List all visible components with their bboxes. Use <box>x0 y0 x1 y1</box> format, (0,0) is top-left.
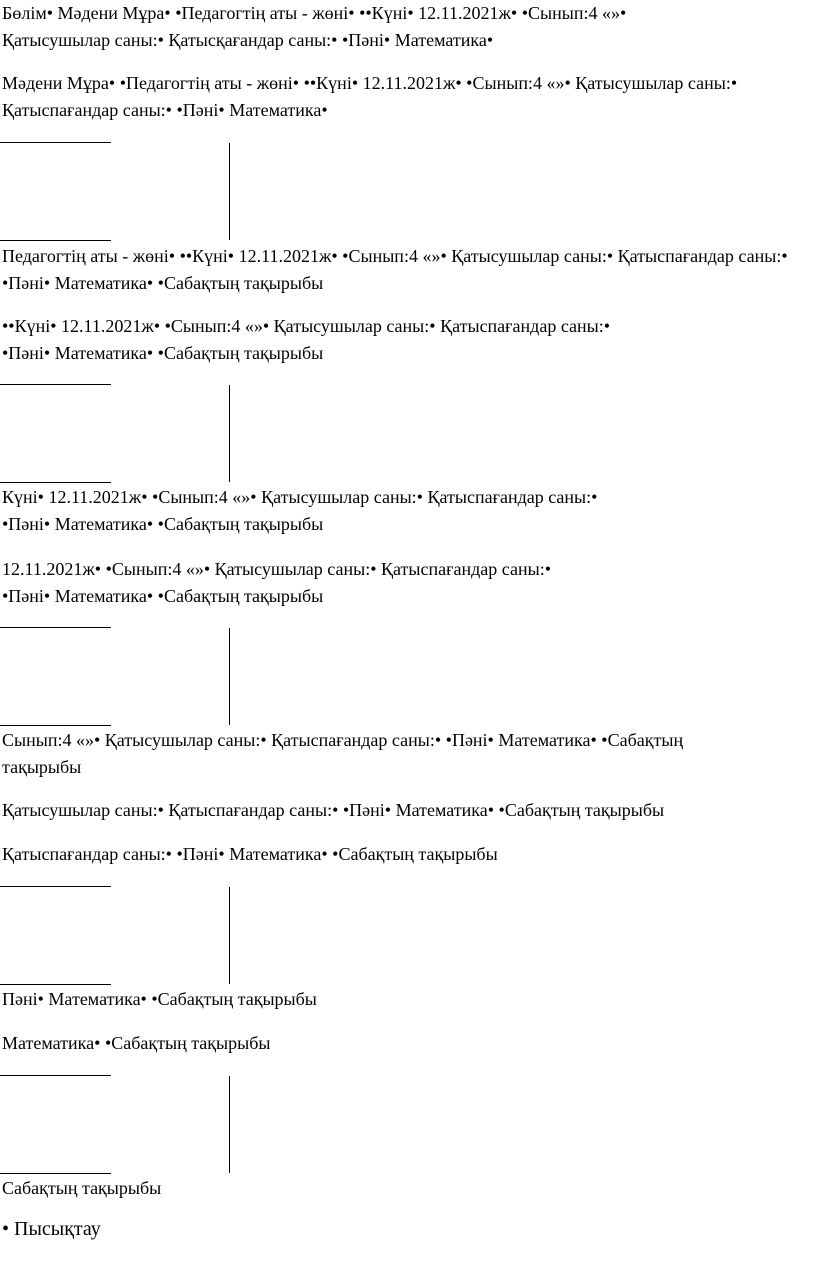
separator-rule-bottom <box>0 725 111 726</box>
separator-rule-bottom <box>0 984 111 985</box>
doc-paragraph-5: Күні• 12.11.2021ж• •Сынып:4 «»• Қатысушылар саны:• Қатыспағандар саны:• •Пәні• Математика• •Сабақтың тақырыбы <box>2 487 598 534</box>
doc-paragraph-11: Математика• •Сабақтың тақырыбы <box>2 1033 271 1053</box>
doc-paragraph-9: Қатыспағандар саны:• •Пәні• Математика• •Сабақтың тақырыбы <box>2 844 498 864</box>
column-divider-line <box>229 628 230 725</box>
separator-rule-top <box>0 886 111 887</box>
doc-paragraph-6: 12.11.2021ж• •Сынып:4 «»• Қатысушылар саны:• Қатыспағандар саны:• •Пәні• Математика• •Сабақтың тақырыбы <box>2 559 552 606</box>
column-divider-line <box>229 1076 230 1173</box>
doc-paragraph-2: Мәдени Мұра• •Педагогтің аты - жөні• ••Күні• 12.11.2021ж• •Сынып:4 «»• Қатысушылар саны:• Қатыспағандар саны:• •Пәні• Математика• <box>2 73 738 120</box>
column-divider-line <box>229 385 230 482</box>
separator-rule-top <box>0 384 111 385</box>
separator-rule-bottom <box>0 240 111 241</box>
doc-paragraph-10: Пәні• Математика• •Сабақтың тақырыбы <box>2 989 317 1009</box>
separator-rule-top <box>0 1075 111 1076</box>
separator-rule-bottom <box>0 482 111 483</box>
doc-paragraph-7: Сынып:4 «»• Қатысушылар саны:• Қатыспағандар саны:• •Пәні• Математика• •Сабақтың тақырыбы <box>2 730 684 777</box>
column-divider-line <box>229 143 230 240</box>
doc-paragraph-1: Бөлім• Мәдени Мұра• •Педагогтің аты - жөні• ••Күні• 12.11.2021ж• •Сынып:4 «»• Қатысушылар саны:• Қатысқағандар саны:• •Пәні• Математика• <box>2 3 627 50</box>
doc-paragraph-8: Қатысушылар саны:• Қатыспағандар саны:• •Пәні• Математика• •Сабақтың тақырыбы <box>2 800 665 820</box>
column-divider-line <box>229 887 230 984</box>
doc-paragraph-4: ••Күні• 12.11.2021ж• •Сынып:4 «»• Қатысушылар саны:• Қатыспағандар саны:• •Пәні• Математика• •Сабақтың тақырыбы <box>2 316 611 363</box>
separator-rule-top <box>0 627 111 628</box>
doc-paragraph-13: • Пысықтау <box>2 1218 101 1240</box>
doc-paragraph-3: Педагогтің аты - жөні• ••Күні• 12.11.2021ж• •Сынып:4 «»• Қатысушылар саны:• Қатыспағандар саны:• •Пәні• Математика• •Сабақтың тақырыбы <box>2 246 788 293</box>
separator-rule-bottom <box>0 1173 111 1174</box>
separator-rule-top <box>0 142 111 143</box>
doc-paragraph-12: Сабақтың тақырыбы <box>2 1178 162 1198</box>
